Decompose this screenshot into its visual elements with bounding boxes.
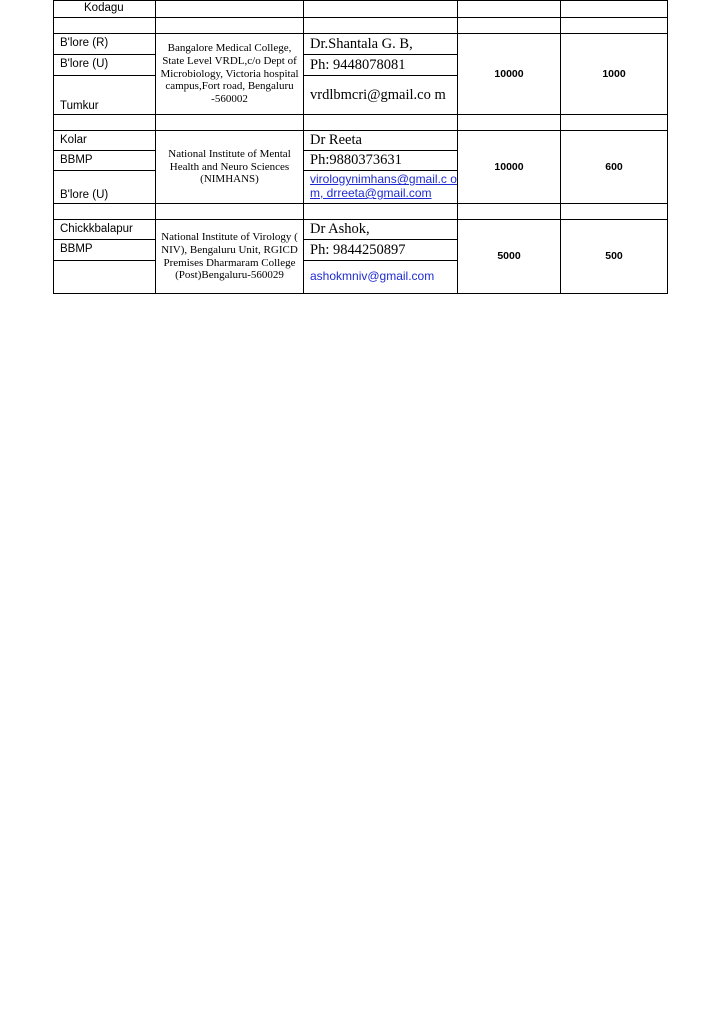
contact-name-cell: Dr Reeta	[304, 131, 458, 151]
district-cell	[54, 261, 156, 294]
district-cell: BBMP	[54, 240, 156, 261]
contact-email-link[interactable]: virologynimhans@gmail.c om, drreeta@gmail.com	[304, 171, 458, 204]
district-cell: B'lore (U)	[54, 55, 156, 76]
table-row	[54, 131, 668, 151]
value-b-cell: 500	[561, 220, 668, 294]
value-b-cell: 600	[561, 131, 668, 204]
lab-allocation-table	[53, 0, 668, 294]
district-cell: Kolar	[54, 131, 156, 151]
contact-phone-cell: Ph:9880373631	[304, 151, 458, 171]
district-cell: BBMP	[54, 151, 156, 171]
district-cell: Chickkbalapur	[54, 220, 156, 240]
district-cell: Tumkur	[54, 76, 156, 115]
spacer-row	[54, 18, 668, 34]
value-b-cell: 1000	[561, 34, 668, 115]
contact-phone-cell: Ph: 9844250897	[304, 240, 458, 261]
district-cell: B'lore (R)	[54, 34, 156, 55]
value-a-cell: 10000	[458, 34, 561, 115]
district-cell: Kodagu	[54, 1, 156, 18]
spacer-row	[54, 115, 668, 131]
contact-name-cell: Dr Ashok,	[304, 220, 458, 240]
value-a-cell: 5000	[458, 220, 561, 294]
value-a-cell: 10000	[458, 131, 561, 204]
table-row	[54, 220, 668, 240]
table-row	[54, 1, 668, 18]
institution-cell: National Institute of Virology ( NIV), Bengaluru Unit, RGICD Premises Dharmaram College (Post)Bengaluru-560029	[156, 220, 304, 294]
contact-email-cell: vrdlbmcri@gmail.co m	[304, 76, 458, 115]
institution-cell: National Institute of Mental Health and Neuro Sciences (NIMHANS)	[156, 131, 304, 204]
institution-cell: Bangalore Medical College, State Level VRDL,c/o Dept of Microbiology, Victoria hospital campus,Fort road, Bengaluru -560002	[156, 34, 304, 115]
spacer-row	[54, 204, 668, 220]
contact-name-cell: Dr.Shantala G. B,	[304, 34, 458, 55]
contact-phone-cell: Ph: 9448078081	[304, 55, 458, 76]
contact-email-link[interactable]: ashokmniv@gmail.com	[304, 261, 458, 294]
district-cell: B'lore (U)	[54, 171, 156, 204]
table-row	[54, 34, 668, 55]
